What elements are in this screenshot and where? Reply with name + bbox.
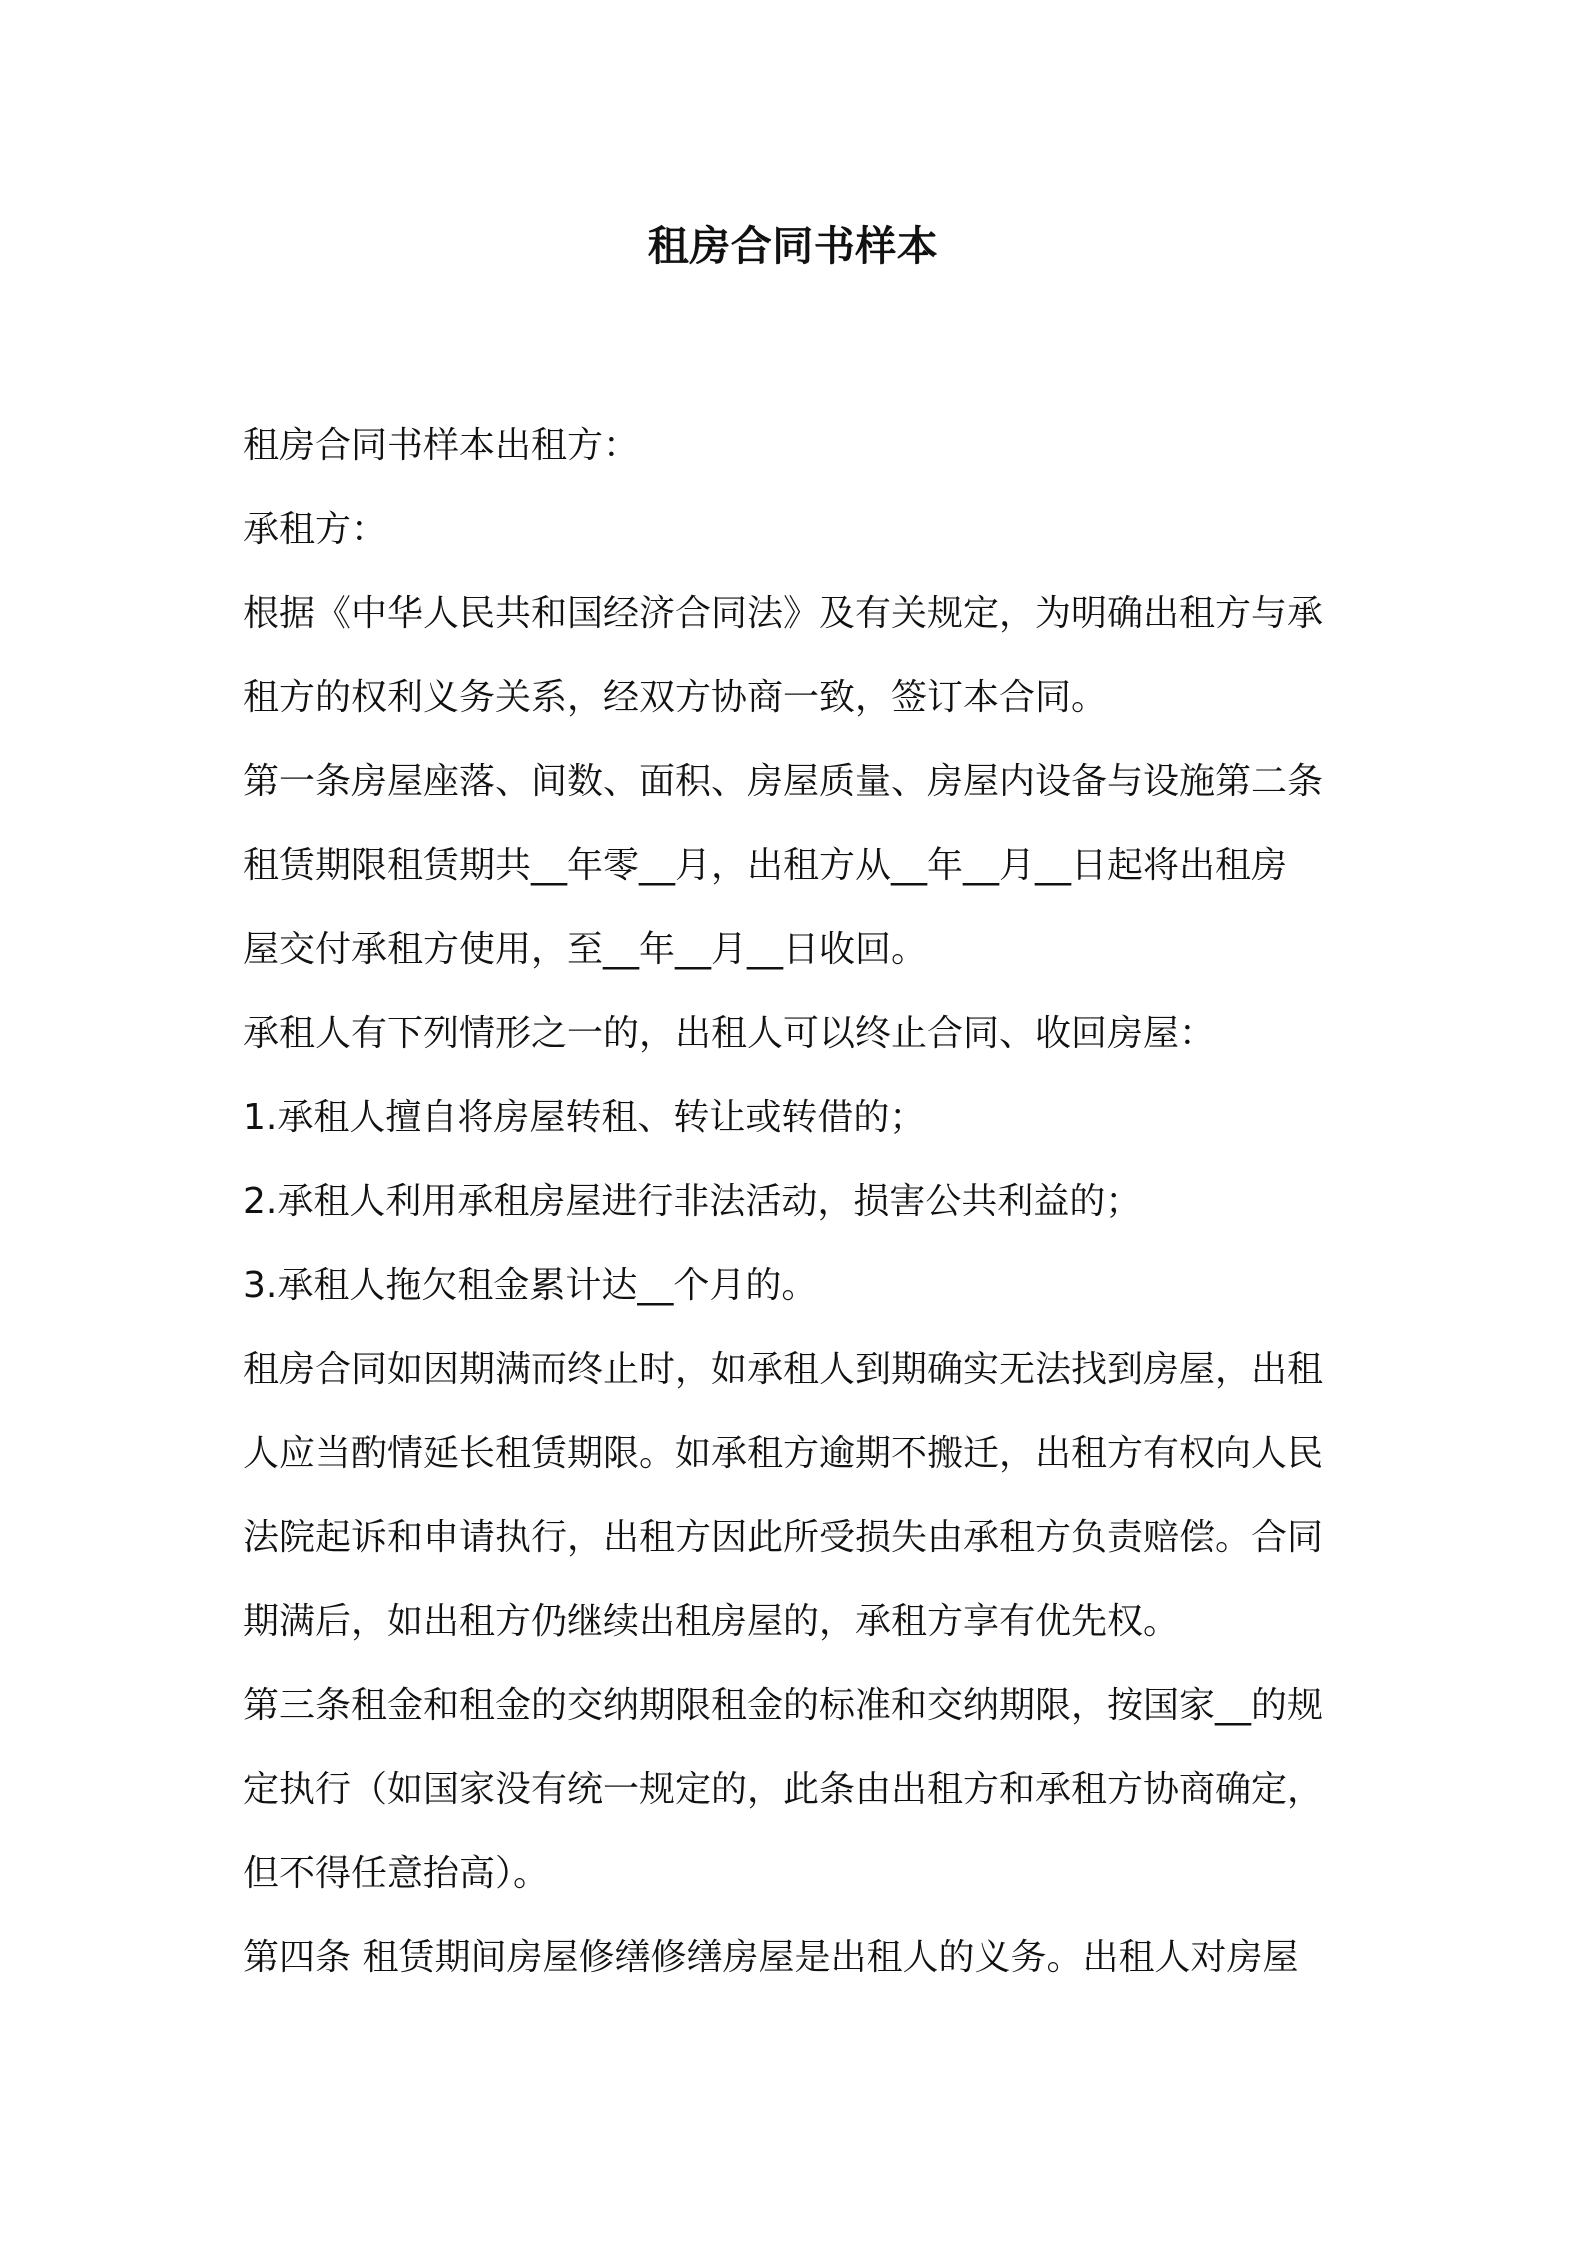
text-line: 第三条租金和租金的交纳期限租金的标准和交纳期限，按国家__的规 <box>243 1685 1324 1726</box>
text-line: 定执行（如国家没有统一规定的，此条由出租方和承租方协商确定， <box>243 1769 1324 1810</box>
text-line: 承租人有下列情形之一的，出租人可以终止合同、收回房屋： <box>243 1013 1216 1054</box>
text-line: 但不得任意抬高）。 <box>243 1853 550 1894</box>
text-line: 期满后，如出租方仍继续出租房屋的，承租方享有优先权。 <box>243 1601 1180 1642</box>
document-body <box>243 404 1353 2000</box>
text-line: 3.承租人拖欠租金累计达__个月的。 <box>243 1265 818 1306</box>
text-line: 租方的权利义务关系，经双方协商一致，签订本合同。 <box>243 677 1108 718</box>
text-line: 法院起诉和申请执行，出租方因此所受损失由承租方负责赔偿。合同 <box>243 1517 1324 1558</box>
text-line: 租房合同书样本出租方： <box>243 425 640 466</box>
text-line: 第四条 租赁期间房屋修缮修缮房屋是出租人的义务。出租人对房屋 <box>243 1937 1299 1978</box>
text-line: 承租方： <box>243 509 388 550</box>
text-line: 租房合同如因期满而终止时，如承租人到期确实无法找到房屋，出租 <box>243 1349 1324 1390</box>
text-line: 人应当酌情延长租赁期限。如承租方逾期不搬迁，出租方有权向人民 <box>243 1433 1324 1474</box>
document-title: 租房合同书样本 <box>647 222 939 270</box>
text-line: 租赁期限租赁期共__年零__月，出租方从__年__月__日起将出租房 <box>243 845 1288 886</box>
text-line: 屋交付承租方使用，至__年__月__日收回。 <box>243 929 928 970</box>
text-line: 1.承租人擅自将房屋转租、转让或转借的； <box>243 1097 926 1138</box>
text-line: 第一条房屋座落、间数、面积、房屋质量、房屋内设备与设施第二条 <box>243 761 1324 802</box>
text-line: 2.承租人利用承租房屋进行非法活动，损害公共利益的； <box>243 1181 1142 1222</box>
text-line: 根据《中华人民共和国经济合同法》及有关规定，为明确出租方与承 <box>243 593 1324 634</box>
